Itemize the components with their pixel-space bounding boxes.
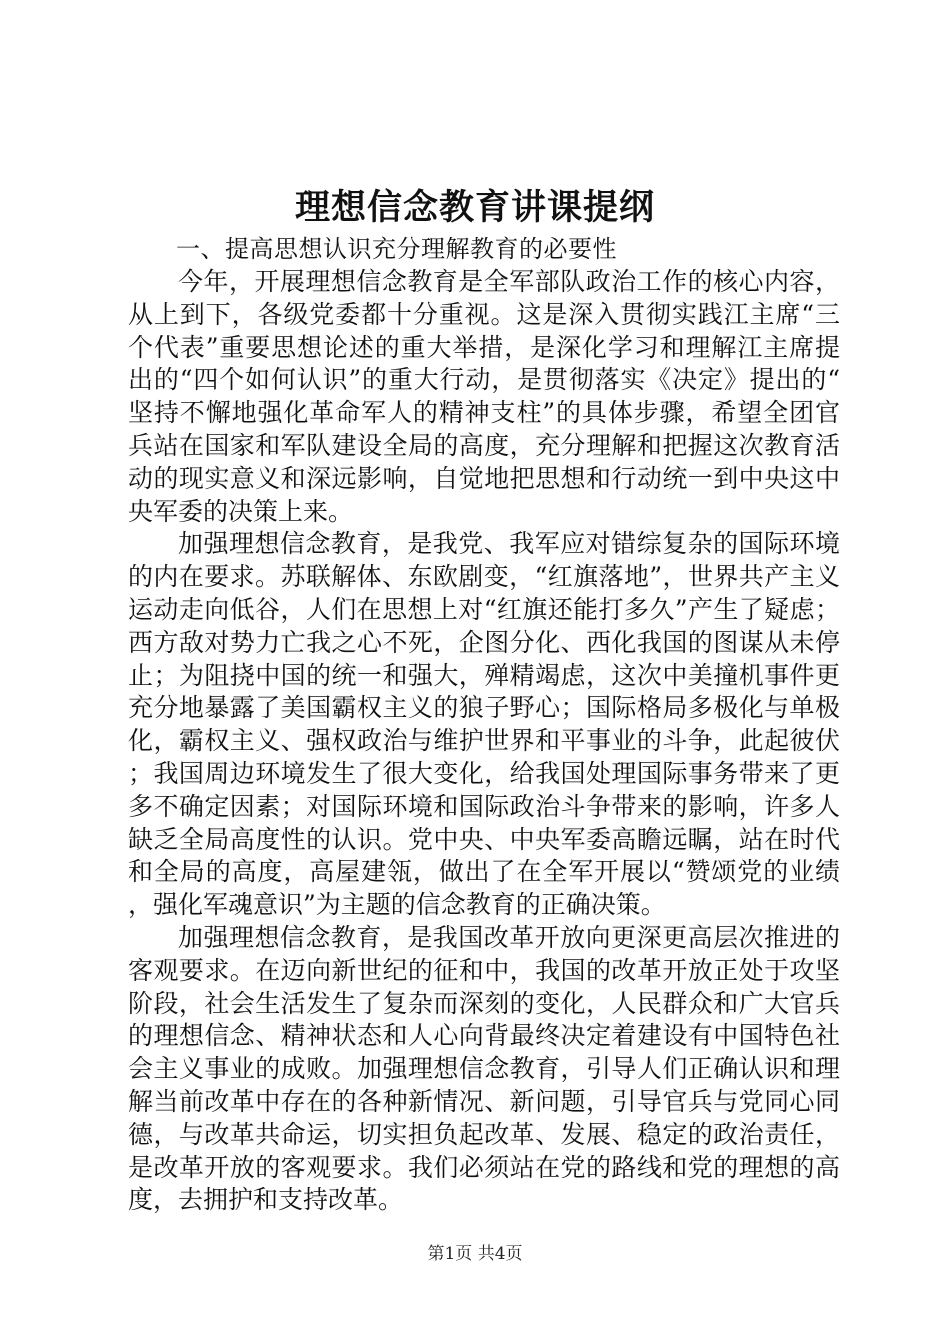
section-heading: 一、提高思想认识充分理解教育的必要性: [176, 235, 617, 263]
paragraph-3: 加强理想信念教育，是我国改革开放向更深更高层次推进的客观要求。在迈向新世纪的征和中，我国的改革开放正处于攻坚阶段，社会生活发生了复杂而深刻的变化，人民群众和广大官兵的理想信念、精神状态和人心向背最终决定着建设有中国特色社会主义事业的成败。加强理想信念教育，引导人们正确认识和理解当前改革中存在的各种新情况、新问题，引导官兵与党同心同德，与改革共命运，切实担负起改革、发展、稳定的政治责任，是改革开放的客观要求。我们必须站在党的路线和党的理想的高度，去拥护和支持改革。: [128, 922, 840, 1215]
paragraph-1: 今年，开展理想信念教育是全军部队政治工作的核心内容，从上到下，各级党委都十分重视。这是深入贯彻实践江主席“三个代表”重要思想论述的重大举措，是深化学习和理解江主席提出的“四个如何认识”的重大行动，是贯彻落实《决定》提出的“坚持不懈地强化革命军人的精神支柱”的具体步骤，希望全团官兵站在国家和军队建设全局的高度，充分理解和把握这次教育活动的现实意义和深远影响，自觉地把思想和行动统一到中央这中央军委的决策上来。: [128, 267, 840, 526]
page-footer: 第1页 共4页: [427, 1244, 523, 1264]
document-body: [128, 233, 840, 1217]
paragraph-2: 加强理想信念教育，是我党、我军应对错综复杂的国际环境的内在要求。苏联解体、东欧剧变，“红旗落地”，世界共产主义运动走向低谷，人们在思想上对“红旗还能打多久”产生了疑虑；西方敌对势力亡我之心不死，企图分化、西化我国的图谋从未停止；为阻挠中国的统一和强大，殚精竭虑，这次中美撞机事件更充分地暴露了美国霸权主义的狼子野心；国际格局多极化与单极化，霸权主义、强权政治与维护世界和平事业的斗争，此起彼伏；我国周边环境发生了很大变化，给我国处理国际事务带来了更多不确定因素；对国际环境和国际政治斗争带来的影响，许多人缺乏全局高度性的认识。党中央、中央军委高瞻远瞩，站在时代和全局的高度，高屋建瓴，做出了在全军开展以“赞颂党的业绩，强化军魂意识”为主题的信念教育的正确决策。: [128, 529, 840, 920]
document-title: 理想信念教育讲课提纲: [294, 187, 655, 228]
